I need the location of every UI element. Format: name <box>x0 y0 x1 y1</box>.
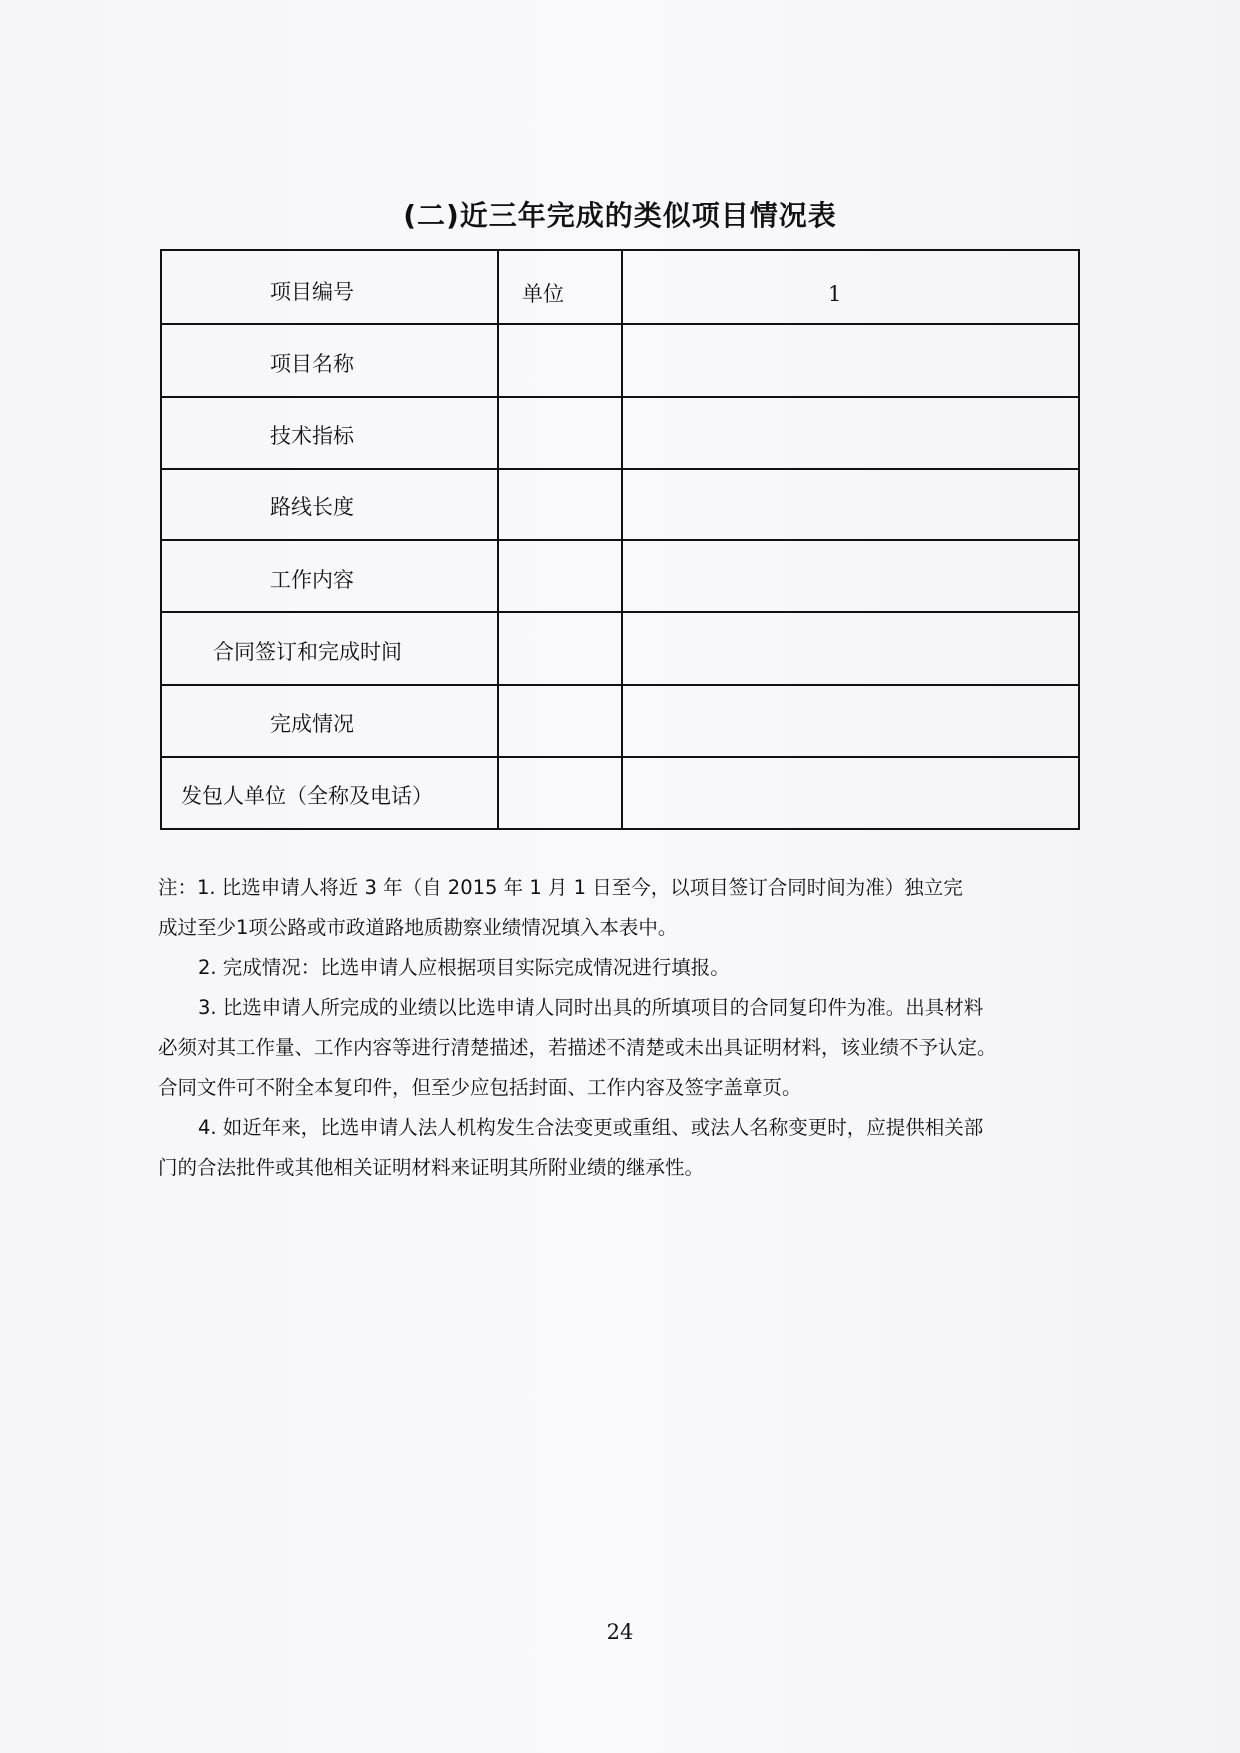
row-label-technical-index: 技术指标 <box>270 424 354 448</box>
row-label-completion-status: 完成情况 <box>270 712 354 736</box>
row-label-contract-time: 合同签订和完成时间 <box>213 640 402 664</box>
page-number: 24 <box>606 1620 634 1644</box>
page-title: (二)近三年完成的类似项目情况表 <box>403 199 837 232</box>
row-label-project-name: 项目名称 <box>270 352 354 376</box>
note-3-line-2: 必须对其工作量、工作内容等进行清楚描述，若描述不清楚或未出具证明材料，该业绩不予认定。 <box>158 1036 997 1059</box>
note-3-line-1: 3. 比选申请人所完成的业绩以比选申请人同时出具的所填项目的合同复印件为准。出具材料 <box>198 996 984 1019</box>
note-1-line-1: 注：1. 比选申请人将近 3 年（自 2015 年 1 月 1 日至今，以项目签订合同时间为准）独立完 <box>158 876 963 899</box>
unit-label: 单位 <box>522 282 564 306</box>
notes-section <box>158 868 1078 1188</box>
row-label-project-number: 项目编号 <box>270 280 354 304</box>
note-4-line-2: 门的合法批件或其他相关证明材料来证明其所附业绩的继承性。 <box>158 1156 705 1179</box>
note-4-line-1: 4. 如近年来，比选申请人法人机构发生合法变更或重组、或法人名称变更时，应提供相关部 <box>198 1116 984 1139</box>
note-3-line-3: 合同文件可不附全本复印件，但至少应包括封面、工作内容及签字盖章页。 <box>158 1076 802 1099</box>
note-2: 2. 完成情况：比选申请人应根据项目实际完成情况进行填报。 <box>198 956 730 979</box>
unit-value: 1 <box>828 282 842 306</box>
row-label-route-length: 路线长度 <box>270 495 354 519</box>
row-label-work-content: 工作内容 <box>270 568 354 592</box>
row-label-employer-unit: 发包人单位（全称及电话） <box>181 784 433 808</box>
note-1-line-2: 成过至少1项公路或市政道路地质勘察业绩情况填入本表中。 <box>158 916 678 939</box>
